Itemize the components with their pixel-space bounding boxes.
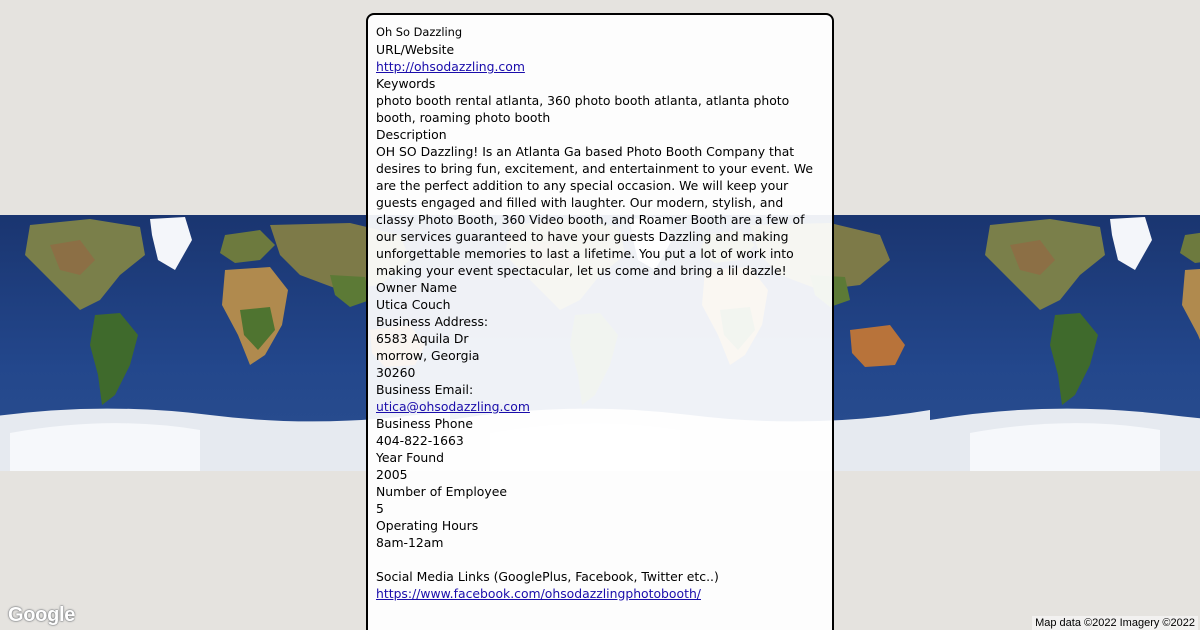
address-zip: 30260 xyxy=(376,365,416,380)
url-label: URL/Website xyxy=(376,42,455,57)
description-label: Description xyxy=(376,127,447,142)
website-link[interactable]: http://ohsodazzling.com xyxy=(376,59,525,74)
business-info-window xyxy=(366,13,834,630)
facebook-link[interactable]: https://www.facebook.com/ohsodazzlingphotobooth/ xyxy=(376,586,701,601)
google-logo: Google xyxy=(8,604,76,626)
business-name: Oh So Dazzling xyxy=(376,25,463,39)
email-link[interactable]: utica@ohsodazzling.com xyxy=(376,399,530,414)
hours-value: 8am-12am xyxy=(376,535,444,550)
year-label: Year Found xyxy=(376,450,445,465)
employees-label: Number of Employee xyxy=(376,484,507,499)
address-city: morrow, Georgia xyxy=(376,348,480,363)
keywords-value: photo booth rental atlanta, 360 photo booth atlanta, atlanta photo booth, roaming photo booth xyxy=(376,93,790,125)
address-street: 6583 Aquila Dr xyxy=(376,331,469,346)
keywords-label: Keywords xyxy=(376,76,436,91)
description-value: OH SO Dazzling! Is an Atlanta Ga based Photo Booth Company that desires to bring fun, excitement, and entertainment to your event. We are the perfect addition to any special occasion. We will keep your guests engaged and filled with laughter. Our modern, stylish, and classy Photo Booth, 360 Video booth, and Roamer Booth are a few of our services guaranteed to have your guests Dazzling and making unforgettable memories to last a lifetime. You put a lot of work into making your event spectacular, let us come and bring a lil dazzle! xyxy=(376,144,814,278)
address-label: Business Address: xyxy=(376,314,489,329)
owner-value: Utica Couch xyxy=(376,297,451,312)
year-value: 2005 xyxy=(376,467,408,482)
email-label: Business Email: xyxy=(376,382,474,397)
social-label: Social Media Links (GooglePlus, Facebook, Twitter etc..) xyxy=(376,569,719,584)
hours-label: Operating Hours xyxy=(376,518,479,533)
employees-value: 5 xyxy=(376,501,384,516)
map-attribution[interactable]: Map data ©2022 Imagery ©2022 xyxy=(1032,616,1198,630)
spacer xyxy=(376,551,824,568)
phone-value: 404-822-1663 xyxy=(376,433,464,448)
phone-label: Business Phone xyxy=(376,416,473,431)
owner-label: Owner Name xyxy=(376,280,457,295)
